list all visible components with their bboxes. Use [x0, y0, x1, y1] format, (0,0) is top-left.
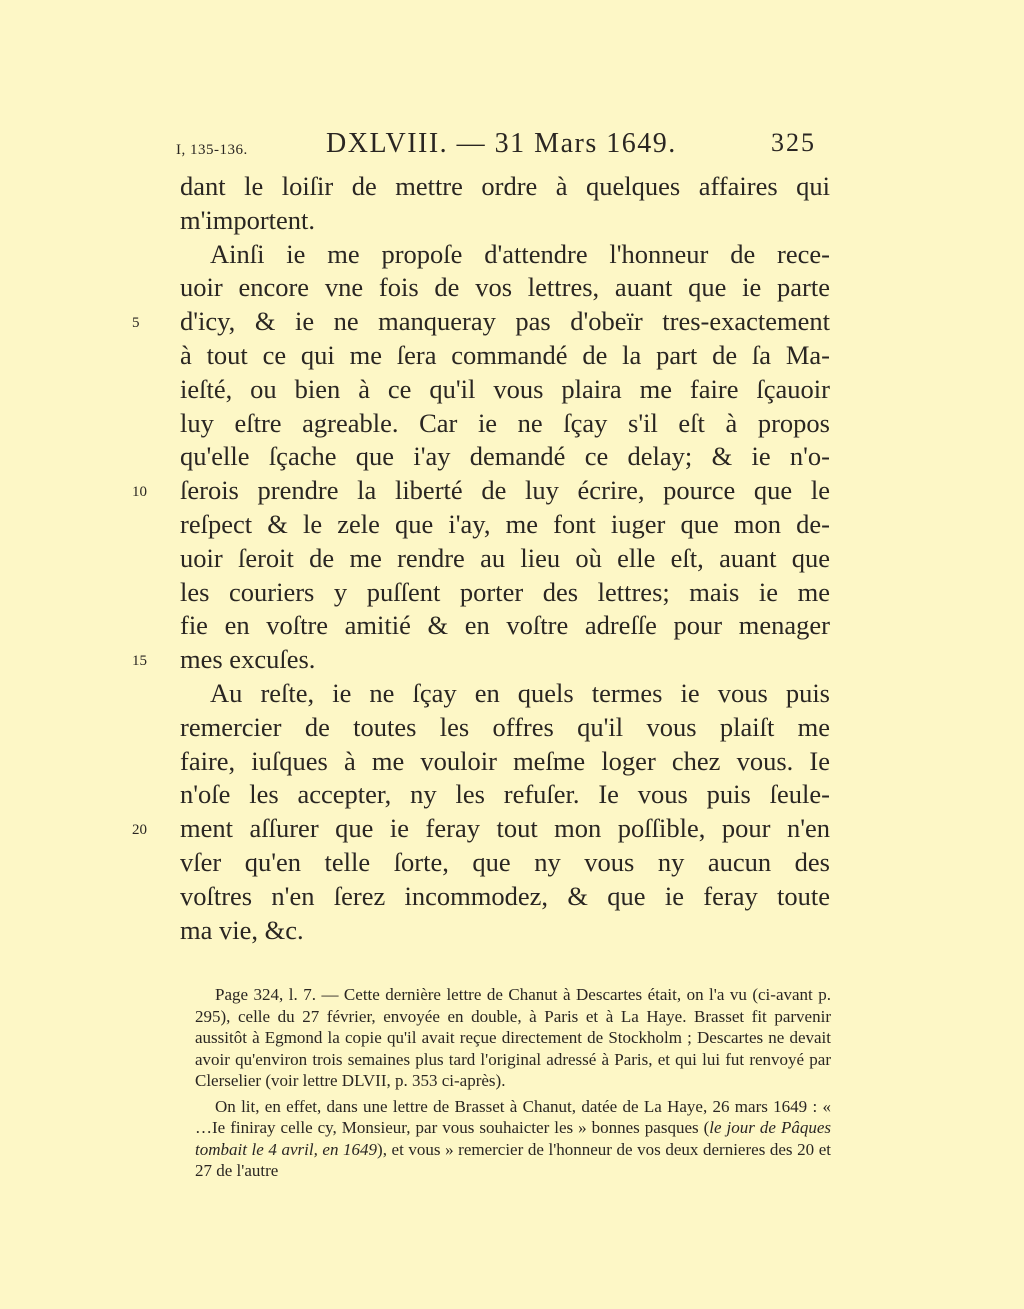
line-text: uoir ſeroit de me rendre au lieu où elle eſt, auant que: [180, 542, 830, 573]
line-text: d'icy, & ie ne manqueray pas d'obeïr tres-exactement: [180, 306, 830, 337]
text-line: [180, 711, 830, 745]
line-text: m'importent.: [180, 204, 316, 235]
line-text: les couriers y puſſent porter des lettres; mais ie me: [180, 576, 830, 607]
line-text: voſtres n'en ſerez incommodez, & que ie feray toute: [180, 880, 830, 911]
text-line: [180, 846, 830, 880]
line-text: ma vie, &c.: [180, 914, 304, 945]
text-line: [180, 373, 830, 407]
line-text: vſer qu'en telle ſorte, que ny vous ny aucun des: [180, 846, 830, 877]
line-text: uoir encore vne fois de vos lettres, auant que ie parte: [180, 272, 830, 303]
line-number: 10: [132, 484, 147, 501]
text-line: [132, 812, 830, 846]
text-line: [180, 508, 830, 542]
letter-heading: DXLVIII. — 31 Mars 1649.: [326, 128, 677, 159]
text-line: [180, 440, 830, 474]
running-head: [176, 128, 816, 168]
line-text: ieſté, ou bien à ce qu'il vous plaira me faire ſçauoir: [180, 373, 830, 404]
line-number: 15: [132, 653, 147, 670]
line-number: 20: [132, 822, 147, 839]
text-line: [180, 677, 830, 711]
footnote-2: [195, 1096, 831, 1182]
line-text: fie en voſtre amitié & en voſtre adreſſe pour menager: [180, 610, 830, 641]
text-line: [180, 339, 830, 373]
text-line: [180, 271, 830, 305]
footnote-2-text-a: On lit, en effet, dans une lettre de Brasset à Chanut, datée de La Haye, 26 mars 1649 : « …Ie finiray celle cy, Monsieur, par vous souhaicter les » bonnes pasques (: [195, 1096, 831, 1137]
text-line: [180, 880, 830, 914]
line-text: dant le loiſir de mettre ordre à quelques affaires qui: [180, 171, 830, 201]
text-line: [132, 305, 830, 339]
line-text: mes excuſes.: [180, 644, 316, 675]
line-number: 5: [132, 315, 140, 332]
line-text: Ainſi ie me propoſe d'attendre l'honneur de rece-: [210, 238, 830, 269]
text-line: [180, 238, 830, 272]
line-text: n'oſe les accepter, ny les refuſer. Ie vous puis ſeule-: [180, 779, 830, 810]
line-text: remercier de toutes les offres qu'il vous plaiſt me: [180, 711, 830, 742]
line-text: faire, iuſques à me vouloir meſme loger chez vous. Ie: [180, 745, 830, 776]
line-text: ment aſſurer que ie feray tout mon poſſible, pour n'en: [180, 813, 830, 844]
text-line: [180, 542, 830, 576]
page-number: 325: [771, 128, 816, 157]
line-text: Au reſte, ie ne ſçay en quels termes ie vous puis: [210, 677, 830, 708]
text-line: [180, 407, 830, 441]
line-text: à tout ce qui me ſera commandé de la part de ſa Ma-: [180, 339, 830, 370]
line-text: luy eſtre agreable. Car ie ne ſçay s'il eſt à propos: [180, 407, 830, 438]
footnote-2-text-b: ), et vous » remercier de l'honneur de vos deux dernieres des 20 et 27 de l'autre: [195, 1139, 831, 1180]
text-line: [132, 474, 830, 508]
text-line: [180, 204, 830, 238]
text-line: [132, 643, 830, 677]
line-text: reſpect & le zele que i'ay, me font iuger que mon de-: [180, 508, 830, 539]
text-line: [180, 914, 830, 948]
line-text: qu'elle ſçache que i'ay demandé ce delay; & ie n'o-: [180, 441, 830, 472]
text-line: [180, 576, 830, 610]
text-line: [180, 609, 830, 643]
letter-body: [132, 170, 830, 947]
text-line: [180, 170, 830, 204]
footnote-2-italic: le jour de Pâques tombait le 4 avril, en 1649: [195, 1118, 831, 1159]
line-text: ſerois prendre la liberté de luy écrire, pource que le: [180, 475, 830, 506]
volume-reference: I, 135-136.: [176, 142, 248, 158]
text-line: [180, 778, 830, 812]
footnote-1: Page 324, l. 7. — Cette dernière lettre de Chanut à Descartes était, on l'a vu (ci-avant p. 295), celle du 27 février, envoyée en double, à Paris et à La Haye. Brasset fit parvenir aussitôt à Egmond la copie qu'il avait reçue directement de Stockholm ; Descartes ne devait avoir qu'environ trois semaines plus tard l'original adressé à Paris, et qui lui fut renvoyé par Clerselier (voir lettre DLVII, p. 353 ci-après).: [195, 985, 831, 1090]
footnotes: [195, 984, 831, 1186]
text-line: [180, 745, 830, 779]
